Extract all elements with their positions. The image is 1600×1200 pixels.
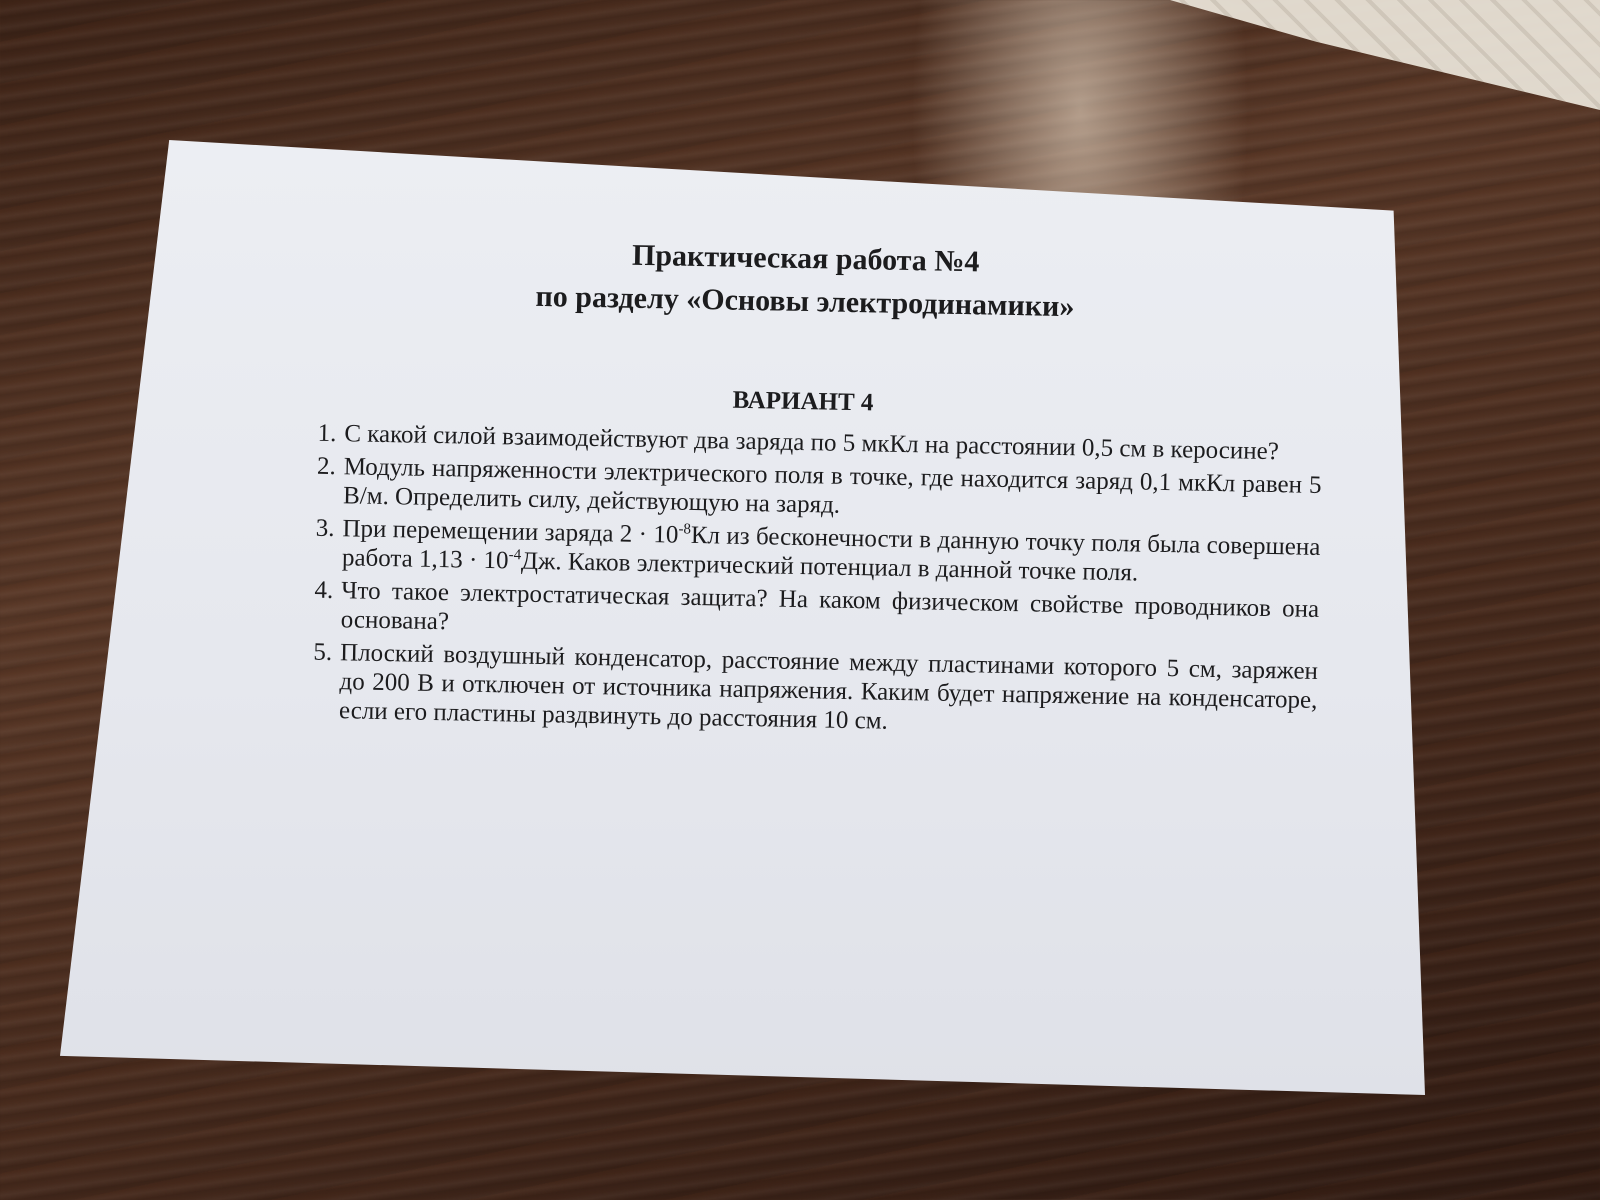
task-number: 4. <box>314 576 334 605</box>
task-number: 5. <box>313 638 333 667</box>
task-text: Что такое электростатическая защита? На каком физическом свойстве проводников она основана? <box>340 577 1320 636</box>
task-item-5 <box>297 637 1318 744</box>
task-list <box>297 418 1323 748</box>
task-number: 2. <box>316 452 336 481</box>
exponent: -8 <box>678 521 692 538</box>
task-text: С какой силой взаимодействуют два заряда по 5 мкКл на расстоянии 0,5 см в керосине? <box>344 420 1280 466</box>
task-text: Плоский воздушный конденсатор, расстояние между пластинами которого 5 см, заряжен до 200 В и отключен от источника напряжения. Каким будет напряжение на конденсаторе, если его пластины раздвинуть до расстояния 10 см. <box>338 639 1319 735</box>
task-text-part: Дж. Каков электрический потенциал в данной точке поля. <box>520 547 1139 587</box>
task-text: Модуль напряженности электрического поля в точке, где находится заряд 0,1 мкКл равен 5 В/м. Определить силу, действующую на заряд. <box>342 453 1322 519</box>
task-text-part: Кл из бесконечности в данную точку поля была совершена работа 1,13 · 10 <box>341 521 1321 575</box>
variant-heading: ВАРИАНТ 4 <box>732 386 874 417</box>
exponent: -4 <box>508 547 522 564</box>
worksheet-title: Практическая работа №4 <box>631 238 980 279</box>
task-number: 1. <box>317 419 337 448</box>
task-text-part: При перемещении заряда 2 · 10 <box>342 515 679 549</box>
task-number: 3. <box>315 514 335 543</box>
worksheet-subtitle: по разделу «Основы электродинамики» <box>535 279 1075 324</box>
